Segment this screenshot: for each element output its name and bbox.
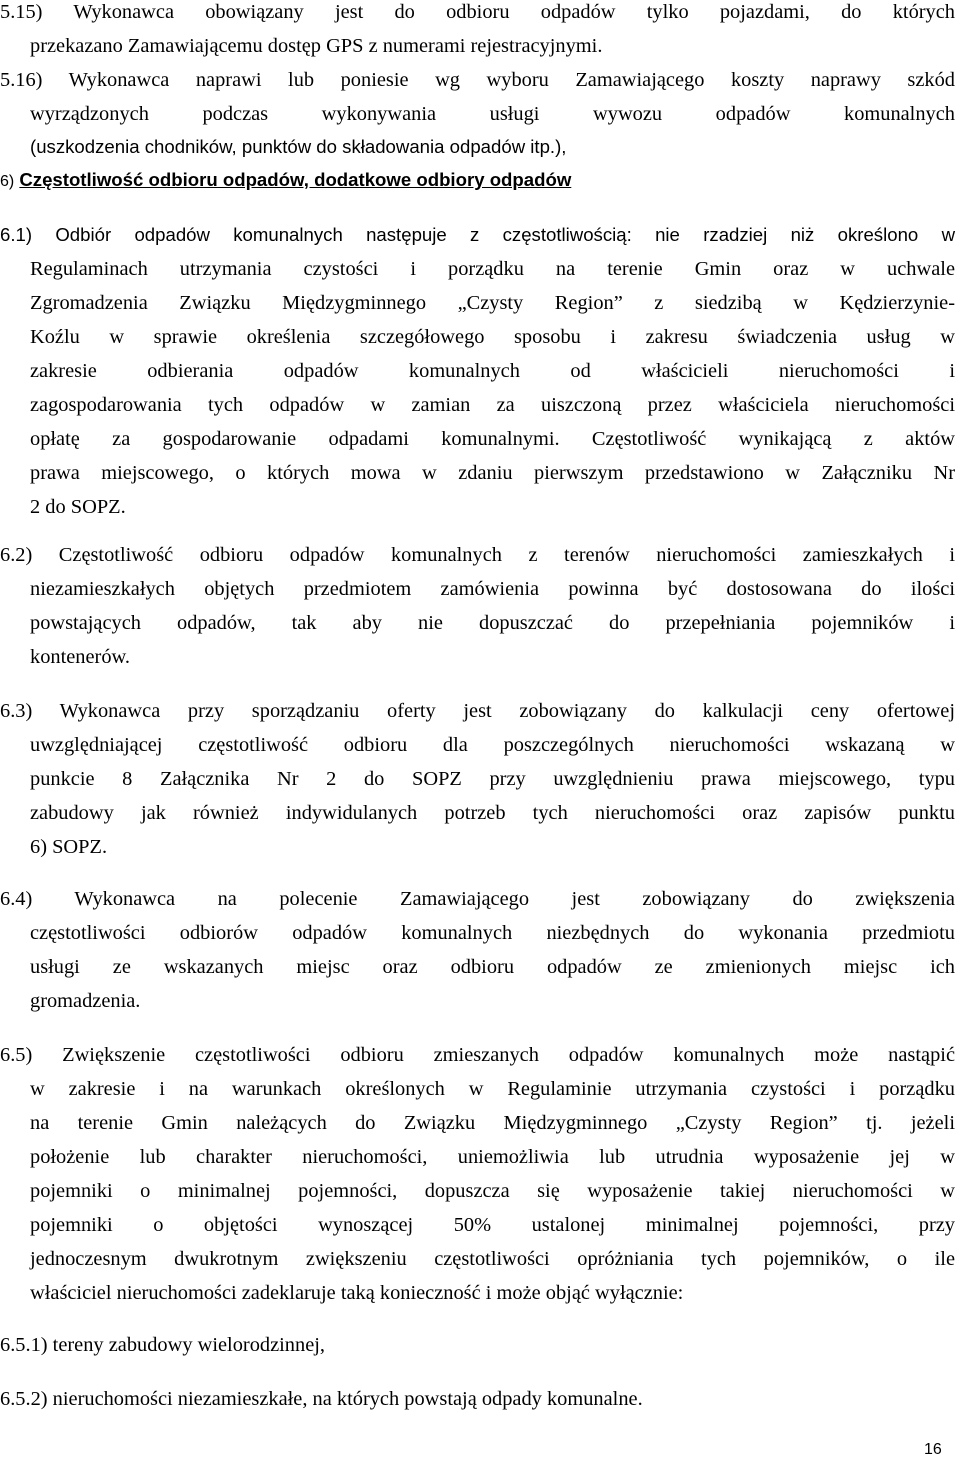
paragraph-6-1-line-7: opłatę za gospodarowanie odpadami komunalnymi. Częstotliwość wynikającą z aktów [30, 428, 955, 450]
paragraph-5-16-line-2: wyrządzonych podczas wykonywania usługi wywozu odpadów komunalnych [30, 103, 955, 125]
paragraph-5-15-line-2: przekazano Zamawiającemu dostęp GPS z numerami rejestracyjnymi. [30, 35, 603, 57]
paragraph-6-5-line-1: 6.5) Zwiększenie częstotliwości odbioru zmieszanych odpadów komunalnych może nastąpić [0, 1044, 955, 1066]
item-6-5-2: 6.5.2) nieruchomości niezamieszkałe, na których powstają odpady komunalne. [0, 1388, 643, 1410]
paragraph-6-3-line-5: 6) SOPZ. [30, 836, 108, 858]
paragraph-6-3-line-3: punkcie 8 Załącznika Nr 2 do SOPZ przy uwzględnieniu prawa miejscowego, typu [30, 768, 955, 790]
section-6-heading [0, 168, 571, 194]
paragraph-5-15-line-1: 5.15) Wykonawca obowiązany jest do odbioru odpadów tylko pojazdami, do których [0, 1, 955, 23]
paragraph-6-1-line-2: Regulaminach utrzymania czystości i porządku na terenie Gmin oraz w uchwale [30, 258, 955, 280]
paragraph-6-1-line-1: 6.1) Odbiór odpadów komunalnych następuje z częstotliwością: nie rzadziej niż określono w [0, 224, 955, 245]
paragraph-6-4-line-3: usługi ze wskazanych miejsc oraz odbioru odpadów ze zmienionych miejsc ich [30, 956, 955, 978]
paragraph-6-1-line-9: 2 do SOPZ. [30, 496, 126, 518]
paragraph-6-4-line-4: gromadzenia. [30, 990, 141, 1012]
paragraph-6-5-line-5: pojemniki o minimalnej pojemności, dopuszcza się wyposażenie takiej nieruchomości w [30, 1180, 955, 1202]
paragraph-6-2-line-4: kontenerów. [30, 646, 131, 668]
paragraph-6-5-line-4: położenie lub charakter nieruchomości, uniemożliwia lub utrudnia wyposażenie jej w [30, 1146, 955, 1168]
paragraph-6-5-line-7: jednoczesnym dwukrotnym zwiększeniu częstotliwości opróżniania tych pojemników, o ile [30, 1248, 955, 1270]
paragraph-6-1-line-5: zakresie odbierania odpadów komunalnych od właścicieli nieruchomości i [30, 360, 955, 382]
section-6-number: 6) [0, 173, 15, 190]
paragraph-5-16-line-1: 5.16) Wykonawca naprawi lub poniesie wg wyboru Zamawiającego koszty naprawy szkód [0, 69, 955, 91]
paragraph-6-2-line-3: powstających odpadów, tak aby nie dopuszczać do przepełniania pojemników i [30, 612, 955, 634]
paragraph-6-2-line-1: 6.2) Częstotliwość odbioru odpadów komunalnych z terenów nieruchomości zamieszkałych i [0, 544, 955, 566]
paragraph-5-16-line-3: (uszkodzenia chodników, punktów do składowania odpadów itp.), [30, 136, 567, 157]
paragraph-6-3-line-2: uwzględniającej częstotliwość odbioru dla poszczególnych nieruchomości wskazaną w [30, 734, 955, 756]
paragraph-6-4-line-2: częstotliwości odbiorów odpadów komunalnych niezbędnych do wykonania przedmiotu [30, 922, 955, 944]
paragraph-6-1-line-6: zagospodarowania tych odpadów w zamian za uiszczoną przez właściciela nieruchomości [30, 394, 955, 416]
paragraph-6-5-line-2: w zakresie i na warunkach określonych w Regulaminie utrzymania czystości i porządku [30, 1078, 955, 1100]
paragraph-6-5-line-8: właściciel nieruchomości zadeklaruje taką konieczność i może objąć wyłącznie: [30, 1282, 684, 1304]
paragraph-6-4-line-1: 6.4) Wykonawca na polecenie Zamawiającego jest zobowiązany do zwiększenia [0, 888, 955, 910]
paragraph-6-1-line-8: prawa miejscowego, o których mowa w zdaniu pierwszym przedstawiono w Załączniku Nr [30, 462, 955, 484]
paragraph-6-1-line-4: Koźlu w sprawie określenia szczegółowego sposobu i zakresu świadczenia usług w [30, 326, 955, 348]
paragraph-6-5-line-6: pojemniki o objętości wynoszącej 50% ustalonej minimalnej pojemności, przy [30, 1214, 955, 1236]
item-6-5-1: 6.5.1) tereny zabudowy wielorodzinnej, [0, 1334, 326, 1356]
paragraph-6-5-line-3: na terenie Gmin należących do Związku Międzygminnego „Czysty Region” tj. jeżeli [30, 1112, 955, 1134]
paragraph-6-3-line-1: 6.3) Wykonawca przy sporządzaniu oferty jest zobowiązany do kalkulacji ceny ofertowej [0, 700, 955, 722]
page-number: 16 [924, 1441, 942, 1458]
paragraph-6-3-line-4: zabudowy jak również indywidulanych potrzeb tych nieruchomości oraz zapisów punktu [30, 802, 955, 824]
paragraph-6-1-line-3: Zgromadzenia Związku Międzygminnego „Czysty Region” z siedzibą w Kędzierzynie- [30, 292, 955, 314]
section-6-title: Częstotliwość odbioru odpadów, dodatkowe odbiory odpadów [19, 169, 572, 190]
paragraph-6-2-line-2: niezamieszkałych objętych przedmiotem zamówienia powinna być dostosowana do ilości [30, 578, 955, 600]
